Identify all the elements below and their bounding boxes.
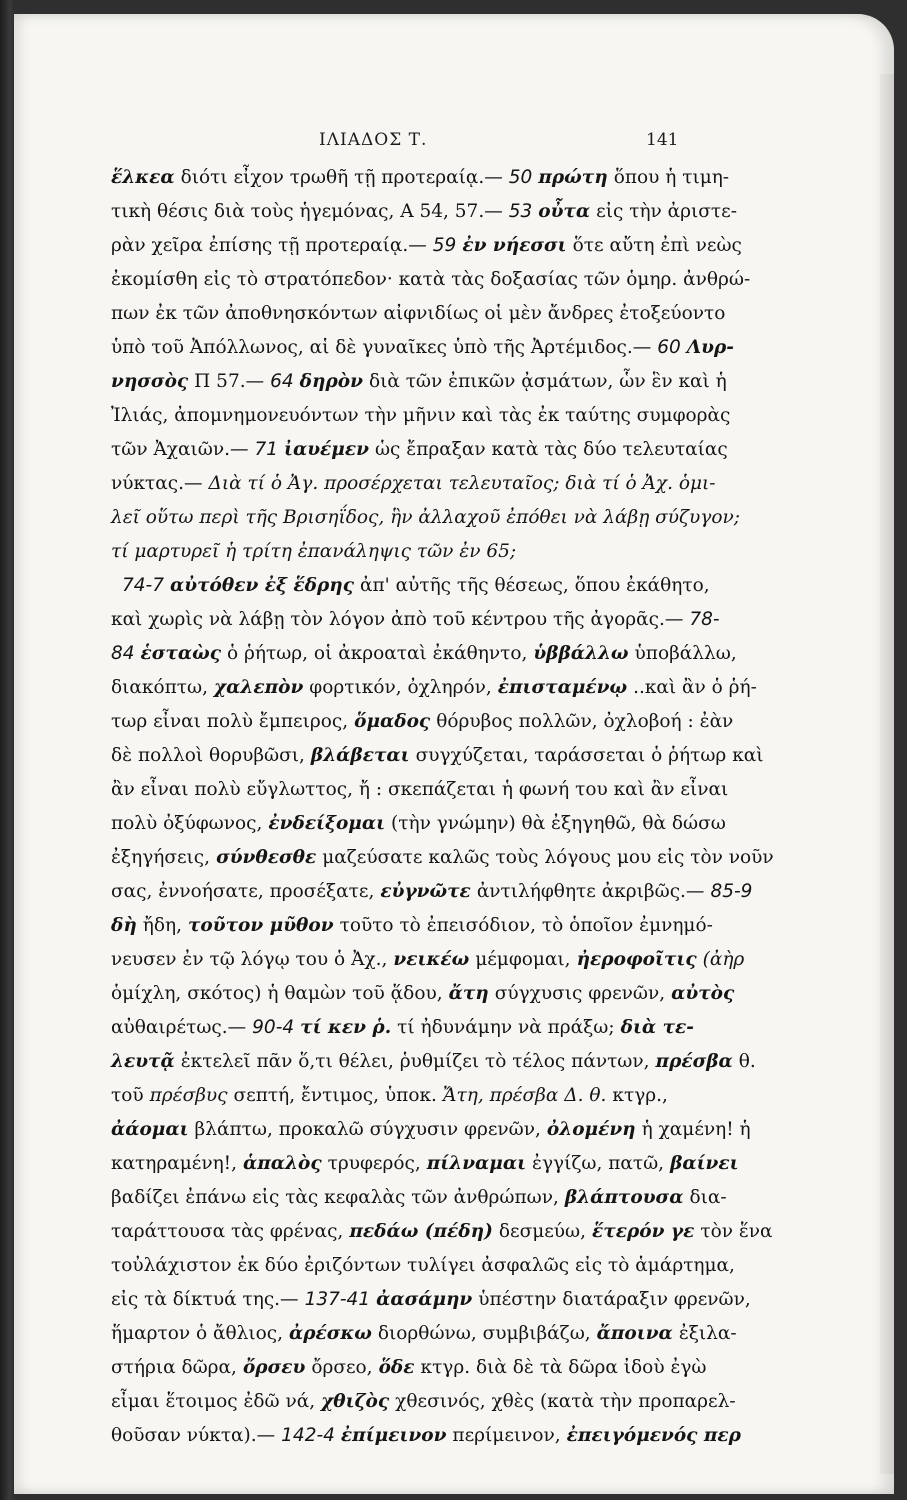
verse-ref: 64 — [270, 371, 294, 392]
text-line — [111, 1114, 757, 1145]
lemma: νησσὸς — [111, 371, 189, 392]
running-title: ΙΛΙΑΔΟΣ Τ. — [319, 130, 428, 150]
gloss-text: Π 57.— — [194, 371, 265, 392]
gloss-text: τί μαρτυρεῖ ἡ τρίτη ἐπανάληψις τῶν ἐν 65; — [111, 541, 517, 562]
lemma: ἐπίμεινον — [340, 1425, 447, 1446]
lemma: Λυρ- — [686, 337, 734, 358]
verse-ref: 50 — [508, 167, 533, 188]
gloss-text: ὑπέστην διατάραξιν φρενῶν, — [478, 1289, 751, 1310]
text-line — [111, 162, 735, 193]
lemma: ἀάομαι — [111, 1119, 189, 1140]
lemma: ἕτερόν γε — [592, 1221, 695, 1242]
text-line — [111, 230, 748, 261]
lemma: πεδάω (πέδη) — [349, 1221, 493, 1242]
text-line — [111, 842, 780, 873]
lemma: πρώτη — [538, 167, 608, 188]
gloss-text: πολὺ ὀξύφωνος, — [111, 813, 263, 834]
gloss-text: πρέσβυς — [149, 1085, 228, 1106]
lemma: ὅδε — [378, 1357, 415, 1378]
text-line — [111, 706, 739, 737]
gloss-text: τικὴ θέσις διὰ τοὺς ἡγεμόνας, Α 54, 57.— — [111, 201, 503, 222]
gloss-text: διορθώνω, συμβιβάζω, — [377, 1323, 591, 1344]
lemma: ἑσταὼς — [140, 643, 221, 664]
text-line — [122, 570, 716, 601]
text-line — [111, 604, 726, 635]
gloss-text: δεσμεύω, — [498, 1221, 587, 1242]
text-line — [111, 332, 740, 363]
text-line — [111, 196, 743, 227]
gloss-text: ἂν εἶναι πολὺ εὔγλωττος, ἤ : σκεπάζεται ἡ φωνή του καὶ ἂν εἶναι — [111, 779, 729, 800]
lemma: δὴ — [111, 915, 137, 936]
text-line — [111, 400, 736, 431]
lemma: λευτᾷ — [111, 1051, 175, 1072]
gloss-text: καὶ χωρὶς νὰ λάβῃ τὸν λόγον ἀπὸ τοῦ κέντρου τῆς ἀγορᾶς.— — [111, 609, 684, 630]
gloss-text: σύγχυσις φρενῶν, — [494, 983, 666, 1004]
lemma: ἄποινα — [596, 1323, 673, 1344]
gloss-text: σεπτή, ἔντιμος, ὑποκ. — [233, 1085, 437, 1106]
verse-ref: 71 — [254, 439, 279, 460]
text-line — [111, 468, 722, 499]
verse-ref: 74-7 — [122, 575, 164, 596]
lemma: ἰαυέμεν — [284, 439, 369, 460]
gloss-text: ἐγγίζω, πατῶ, — [532, 1153, 665, 1174]
running-head — [14, 128, 894, 158]
text-line — [111, 502, 746, 533]
page-edge — [880, 74, 894, 1474]
text-line — [111, 910, 719, 941]
lemma: ἐν νήεσσι — [462, 235, 567, 256]
lemma: χθιζὸς — [321, 1391, 390, 1412]
text-line — [111, 536, 522, 567]
gloss-text: ὁμίχλη, σκότος) ἡ θαμὼν τοῦ ᾅδου, — [111, 983, 443, 1004]
gloss-text: τοῦτο τὸ ἐπεισόδιον, τὸ ὁποῖον ἐμνημό- — [339, 915, 713, 936]
gloss-text: δια- — [689, 1187, 727, 1208]
gloss-text: διακόπτω, — [111, 677, 208, 698]
lemma: βλάπτουσα — [564, 1187, 684, 1208]
verse-ref: 59 — [432, 235, 457, 256]
verse-ref: 85-9 — [710, 881, 753, 902]
gloss-text: ἥμαρτον ὁ ἄθλιος, — [111, 1323, 283, 1344]
lemma: τί κεν ῥ. — [300, 1017, 392, 1038]
gloss-text: ἐξηγήσεις, — [111, 847, 211, 868]
text-line — [111, 978, 740, 1009]
gloss-text: Ἄτη, πρέσβα Δ. θ. — [442, 1085, 607, 1106]
gloss-text: ἀντιλήφθητε ἀκριβῶς.— — [476, 881, 705, 902]
gloss-text: ὄρσεο, — [311, 1357, 373, 1378]
lemma: ὄρσευ — [242, 1357, 306, 1378]
gloss-text: τοὐλάχιστον ἐκ δύο ἐριζόντων τυλίγει ἀσφαλῶς εἰς τὸ ἁμάρτημα, — [111, 1255, 735, 1276]
gloss-text: κτγρ. διὰ δὲ τὰ δῶρα ἰδοὺ ἐγὼ — [420, 1357, 707, 1378]
lemma: σύνθεσθε — [216, 847, 317, 868]
gloss-text: διότι εἶχον τρωθῆ τῇ προτεραίᾳ.— — [180, 167, 503, 188]
gloss-text: πων ἐκ τῶν ἀποθνησκόντων αἰφνιδίως οἱ μὲν ἄνδρες ἐτοξεύοντο — [111, 303, 726, 324]
gloss-text: τῶν Ἀχαιῶν.— — [111, 439, 249, 460]
lemma: ἄτη — [448, 983, 489, 1004]
gloss-text: τὸν ἕνα — [700, 1221, 773, 1242]
lemma: ἐπισταμένῳ — [497, 677, 628, 698]
verse-ref: 78- — [689, 609, 720, 630]
gloss-text: τρυφερός, — [327, 1153, 421, 1174]
text-line — [111, 1216, 779, 1247]
text-line — [111, 774, 734, 805]
lemma: ὅμαδος — [354, 711, 431, 732]
lemma: βαίνει — [670, 1153, 739, 1174]
gloss-text: ρὰν χεῖρα ἐπίσης τῇ προτεραίᾳ.— — [111, 235, 427, 256]
page-number: 141 — [646, 130, 679, 150]
text-line — [111, 366, 733, 397]
gloss-text: μαζεύσατε καλῶς τοὺς λόγους μου εἰς τὸν νοῦν — [322, 847, 774, 868]
text-line — [111, 1318, 743, 1349]
gloss-text: εἰς τὴν ἀριστε- — [596, 201, 737, 222]
gloss-text: λεῖ οὕτω περὶ τῆς Βρισηΐδος, ἣν ἀλλαχοῦ ἐπόθει νὰ λάβῃ σύζυγον; — [111, 507, 740, 528]
lemma: οὖτα — [538, 201, 591, 222]
lemma: ἀασάμην — [376, 1289, 473, 1310]
text-line — [111, 298, 731, 329]
gloss-text: τωρ εἶναι πολὺ ἔμπειρος, — [111, 711, 349, 732]
gloss-text: τί ἠδυνάμην νὰ πράξω; — [397, 1017, 615, 1038]
gloss-text: ἡ χαμένη! ἡ — [641, 1119, 751, 1140]
lemma: αὐτὸς — [671, 983, 735, 1004]
gloss-text: αὐθαιρέτως.— — [111, 1017, 247, 1038]
lemma: ἀρέσκω — [288, 1323, 372, 1344]
gloss-text: εἶμαι ἕτοιμος ἐδῶ νά, — [111, 1391, 316, 1412]
text-line — [111, 672, 763, 703]
gloss-text: ἤδη, — [142, 915, 182, 936]
gloss-text: ὁ ῥήτωρ, οἱ ἀκροαταὶ ἐκάθηντο, — [227, 643, 528, 664]
gloss-text: χθεσινός, χθὲς (κατὰ τὴν προπαρελ- — [395, 1391, 736, 1412]
lemma: πρέσβα — [655, 1051, 733, 1072]
lemma: ἠεροφοῖτις — [576, 949, 697, 970]
gloss-text: βλάπτω, προκαλῶ σύγχυσιν φρενῶν, — [194, 1119, 541, 1140]
verse-ref: 53 — [508, 201, 533, 222]
gloss-text: (ἀὴρ — [702, 949, 745, 970]
lemma: ὀλομένη — [546, 1119, 636, 1140]
gloss-text: ἀπ' αὐτῆς τῆς θέσεως, ὅπου ἐκάθητο, — [359, 575, 710, 596]
gloss-text: ὡς ἔπραξαν κατὰ τὰς δύο τελευταίας — [374, 439, 728, 460]
gloss-text: ὑποβάλλω, — [634, 643, 737, 664]
lemma: νεικέω — [393, 949, 470, 970]
text-line — [111, 1420, 747, 1451]
gloss-text: μέμφομαι, — [475, 949, 571, 970]
gloss-text: δὲ πολλοὶ θορυβῶσι, — [111, 745, 305, 766]
gloss-text: (τὴν γνώμην) θὰ ἐξηγηθῶ, θὰ δώσω — [391, 813, 726, 834]
gloss-text: κτγρ., — [612, 1085, 668, 1106]
verse-ref: 84 — [111, 643, 135, 664]
gloss-text: θοῦσαν νύκτα).— — [111, 1425, 276, 1446]
text-line — [111, 264, 756, 295]
text-line — [111, 1080, 674, 1111]
text-line — [111, 1012, 700, 1043]
lemma: δηρὸν — [299, 371, 363, 392]
gloss-text: βαδίζει ἐπάνω εἰς τὰς κεφαλὰς τῶν ἀνθρώπων, — [111, 1187, 559, 1208]
gloss-text: ..καὶ ἂν ὁ ῥή- — [633, 677, 757, 698]
gloss-text: εἰς τὰ δίκτυά της.— — [111, 1289, 299, 1310]
text-line — [111, 1046, 762, 1077]
gloss-text: σας, ἐννοήσατε, προσέξατε, — [111, 881, 375, 902]
lemma: διὰ τε- — [620, 1017, 694, 1038]
verse-ref: 60 — [657, 337, 681, 358]
gloss-text: θόρυβος πολλῶν, ὀχλοβοή : ἐὰν — [436, 711, 734, 732]
gloss-text: νευσεν ἐν τῷ λόγῳ του ὁ Ἀχ., — [111, 949, 388, 970]
gloss-text: ἐκομίσθη εἰς τὸ στρατόπεδον· κατὰ τὰς δοξασίας τῶν ὁμηρ. ἀνθρώ- — [111, 269, 751, 290]
lemma: χαλεπὸν — [213, 677, 304, 698]
text-line — [111, 638, 743, 669]
gloss-text: ὅπου ἡ τιμη- — [613, 167, 730, 188]
text-line — [111, 740, 770, 771]
lemma: εὐγνῶτε — [380, 881, 471, 902]
text-line — [111, 1386, 742, 1417]
gloss-text: διὰ τῶν ἐπικῶν ᾀσμάτων, ὧν ἓν καὶ ἡ — [368, 371, 727, 392]
lemma: πίλναμαι — [426, 1153, 527, 1174]
text-line — [111, 1352, 713, 1383]
verse-ref: 90-4 — [252, 1017, 295, 1038]
gloss-text: ὑπὸ τοῦ Ἀπόλλωνος, αἱ δὲ γυναῖκες ὑπὸ τῆς Ἀρτέμιδος.— — [111, 337, 652, 358]
gloss-text: περίμεινον, — [452, 1425, 561, 1446]
lemma: αὐτόθεν ἐξ ἕδρης — [170, 575, 354, 596]
text-line — [111, 1284, 757, 1315]
gloss-text: ἐξιλα- — [678, 1323, 737, 1344]
verse-ref: 142-4 — [281, 1425, 335, 1446]
lemma: ἐπειγόμενός περ — [566, 1425, 741, 1446]
text-line — [111, 808, 732, 839]
gloss-text: νύκτας.— — [111, 473, 203, 494]
text-line — [111, 1148, 745, 1179]
gloss-text: τοῦ — [111, 1085, 144, 1106]
lemma: ἐνδείξομαι — [268, 813, 386, 834]
gloss-text: ὅτε αὔτη ἐπὶ νεὼς — [572, 235, 742, 256]
gloss-text: φορτικόν, ὀχληρόν, — [309, 677, 492, 698]
gloss-text: συγχύζεται, ταράσσεται ὁ ῥήτωρ καὶ — [415, 745, 764, 766]
lemma: τοῦτον μῦθον — [187, 915, 334, 936]
text-line — [111, 944, 750, 975]
text-line — [111, 1250, 741, 1281]
text-line — [111, 1182, 733, 1213]
verse-ref: 137-41 — [304, 1289, 371, 1310]
text-line — [111, 876, 758, 907]
gloss-text: Διὰ τί ὁ Ἀγ. προσέρχεται τελευταῖος; διὰ τί ὁ Ἀχ. ὁμι- — [208, 473, 716, 494]
gloss-text: κατηραμένη!, — [111, 1153, 237, 1174]
lemma: ὑββάλλω — [533, 643, 629, 664]
lemma: βλάβεται — [310, 745, 410, 766]
gloss-text: ταράττουσα τὰς φρένας, — [111, 1221, 344, 1242]
lemma: ἕλκεα — [111, 167, 175, 188]
lemma: ἁπαλὸς — [243, 1153, 322, 1174]
gloss-text: στήρια δῶρα, — [111, 1357, 237, 1378]
gloss-text: Ἰλιάς, ἀπομνημονευόντων τὴν μῆνιν καὶ τὰς ἐκ ταύτης συμφορὰς — [111, 405, 731, 426]
text-line — [111, 434, 734, 465]
gloss-text: θ. — [738, 1051, 756, 1072]
gloss-text: ἐκτελεῖ πᾶν ὅ,τι θέλει, ῥυθμίζει τὸ τέλος πάντων, — [180, 1051, 650, 1072]
